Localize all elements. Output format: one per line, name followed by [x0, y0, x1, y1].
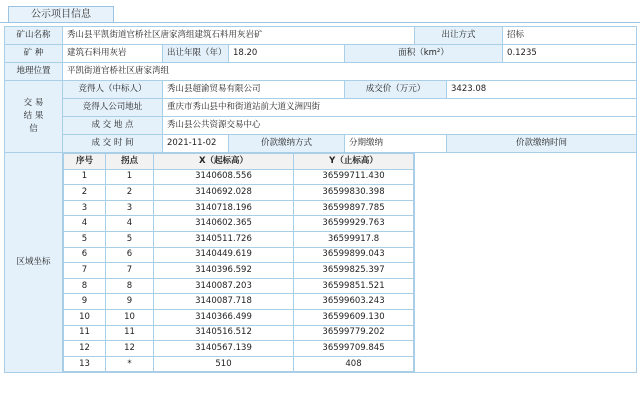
coord-y: 36599929.763: [294, 216, 414, 232]
coord-x: 3140602.365: [154, 216, 294, 232]
coords-header-index: 序号: [64, 154, 106, 170]
coord-point: 5: [106, 231, 154, 247]
address-value: 重庆市秀山县中和街道站前大道义洲四街: [163, 99, 637, 117]
address-label: 竞得人公司地址: [63, 99, 163, 117]
coord-index: 4: [64, 216, 106, 232]
table-row: [64, 200, 414, 216]
trade-label-line3: 信: [29, 124, 38, 134]
table-row: [64, 278, 414, 294]
area-value: 0.1235: [503, 45, 637, 63]
tab-divider: [0, 22, 640, 23]
coord-index: 13: [64, 356, 106, 372]
coord-point: 10: [106, 309, 154, 325]
price-label: 成交价（万元）: [345, 81, 447, 99]
coord-x: 3140511.726: [154, 231, 294, 247]
coord-index: 2: [64, 185, 106, 201]
sale-method-value: 招标: [503, 27, 637, 45]
place-value: 秀山县公共资源交易中心: [163, 117, 637, 135]
trade-label-line1: 交 易: [23, 98, 44, 108]
table-row: [64, 325, 414, 341]
coord-point: 2: [106, 185, 154, 201]
coord-x: 3140087.718: [154, 294, 294, 310]
location-value: 平凯街道官桥社区唐家湾组: [63, 63, 637, 81]
coord-y: 408: [294, 356, 414, 372]
coord-x: 3140396.592: [154, 263, 294, 279]
coords-blank-area: [415, 153, 637, 373]
time-label: 成 交 时 间: [63, 135, 163, 153]
coord-y: 36599711.430: [294, 169, 414, 185]
coord-x: 3140449.619: [154, 247, 294, 263]
sale-method-label: 出让方式: [415, 27, 503, 45]
coords-header-point: 拐点: [106, 154, 154, 170]
table-row: [64, 309, 414, 325]
mine-name-label: 矿山名称: [5, 27, 63, 45]
coord-point: 11: [106, 325, 154, 341]
trade-label-line2: 结 果: [23, 111, 44, 121]
tab-project-info[interactable]: 公示项目信息: [8, 6, 114, 23]
coord-index: 9: [64, 294, 106, 310]
coord-x: 3140516.512: [154, 325, 294, 341]
area-label: 面积（km²）: [345, 45, 503, 63]
table-row: [64, 356, 414, 372]
coord-point: 9: [106, 294, 154, 310]
coord-y: 36599899.043: [294, 247, 414, 263]
coord-x: 3140087.203: [154, 278, 294, 294]
coord-x: 3140366.499: [154, 309, 294, 325]
coord-y: 36599709.845: [294, 341, 414, 357]
coord-index: 6: [64, 247, 106, 263]
term-value: 18.20: [229, 45, 345, 63]
price-value: 3423.08: [447, 81, 637, 99]
coords-table-cell: [63, 153, 415, 373]
coord-x: 510: [154, 356, 294, 372]
coord-index: 1: [64, 169, 106, 185]
table-row: [64, 216, 414, 232]
table-row: [64, 341, 414, 357]
winner-value: 秀山县超渝贸易有限公司: [163, 81, 345, 99]
coord-point: 4: [106, 216, 154, 232]
term-label: 出让年限（年）: [163, 45, 229, 63]
coord-y: 36599825.397: [294, 263, 414, 279]
coord-index: 11: [64, 325, 106, 341]
coord-point: *: [106, 356, 154, 372]
coord-index: 7: [64, 263, 106, 279]
mine-name-value: 秀山县平凯街道官桥社区唐家湾组建筑石料用灰岩矿: [63, 27, 415, 45]
coord-y: 36599603.243: [294, 294, 414, 310]
coords-header-y: Y（止标高）: [294, 154, 414, 170]
mineral-label: 矿 种: [5, 45, 63, 63]
winner-label: 竞得人（中标人）: [63, 81, 163, 99]
coord-point: 6: [106, 247, 154, 263]
area-coords-label: 区域坐标: [5, 153, 63, 373]
project-info-table: [4, 26, 637, 373]
coord-index: 5: [64, 231, 106, 247]
coords-header-row: [64, 154, 414, 170]
table-row: [64, 169, 414, 185]
coord-point: 12: [106, 341, 154, 357]
coords-table-body: [64, 154, 414, 372]
pay-method-label: 价款缴纳方式: [229, 135, 345, 153]
location-label: 地理位置: [5, 63, 63, 81]
mineral-value: 建筑石料用灰岩: [63, 45, 163, 63]
coord-y: 36599897.785: [294, 200, 414, 216]
table-row: [64, 263, 414, 279]
coord-point: 7: [106, 263, 154, 279]
table-row: [64, 231, 414, 247]
trade-result-label: [5, 81, 63, 153]
coord-index: 3: [64, 200, 106, 216]
coords-table: [63, 153, 414, 372]
coord-point: 1: [106, 169, 154, 185]
pay-method-value: 分期缴纳: [345, 135, 447, 153]
time-value: 2021-11-02: [163, 135, 229, 153]
pay-time-label: 价款缴纳时间: [447, 135, 637, 153]
coord-point: 8: [106, 278, 154, 294]
coord-index: 12: [64, 341, 106, 357]
coord-index: 10: [64, 309, 106, 325]
table-row: [64, 185, 414, 201]
coord-point: 3: [106, 200, 154, 216]
table-row: [64, 294, 414, 310]
coord-y: 36599779.202: [294, 325, 414, 341]
table-row: [64, 247, 414, 263]
coord-x: 3140718.196: [154, 200, 294, 216]
coord-y: 36599609.130: [294, 309, 414, 325]
coord-y: 36599917.8: [294, 231, 414, 247]
place-label: 成 交 地 点: [63, 117, 163, 135]
coords-header-x: X（起标高）: [154, 154, 294, 170]
coord-x: 3140692.028: [154, 185, 294, 201]
coord-x: 3140567.139: [154, 341, 294, 357]
coord-y: 36599851.521: [294, 278, 414, 294]
coord-x: 3140608.556: [154, 169, 294, 185]
coord-y: 36599830.398: [294, 185, 414, 201]
coord-index: 8: [64, 278, 106, 294]
